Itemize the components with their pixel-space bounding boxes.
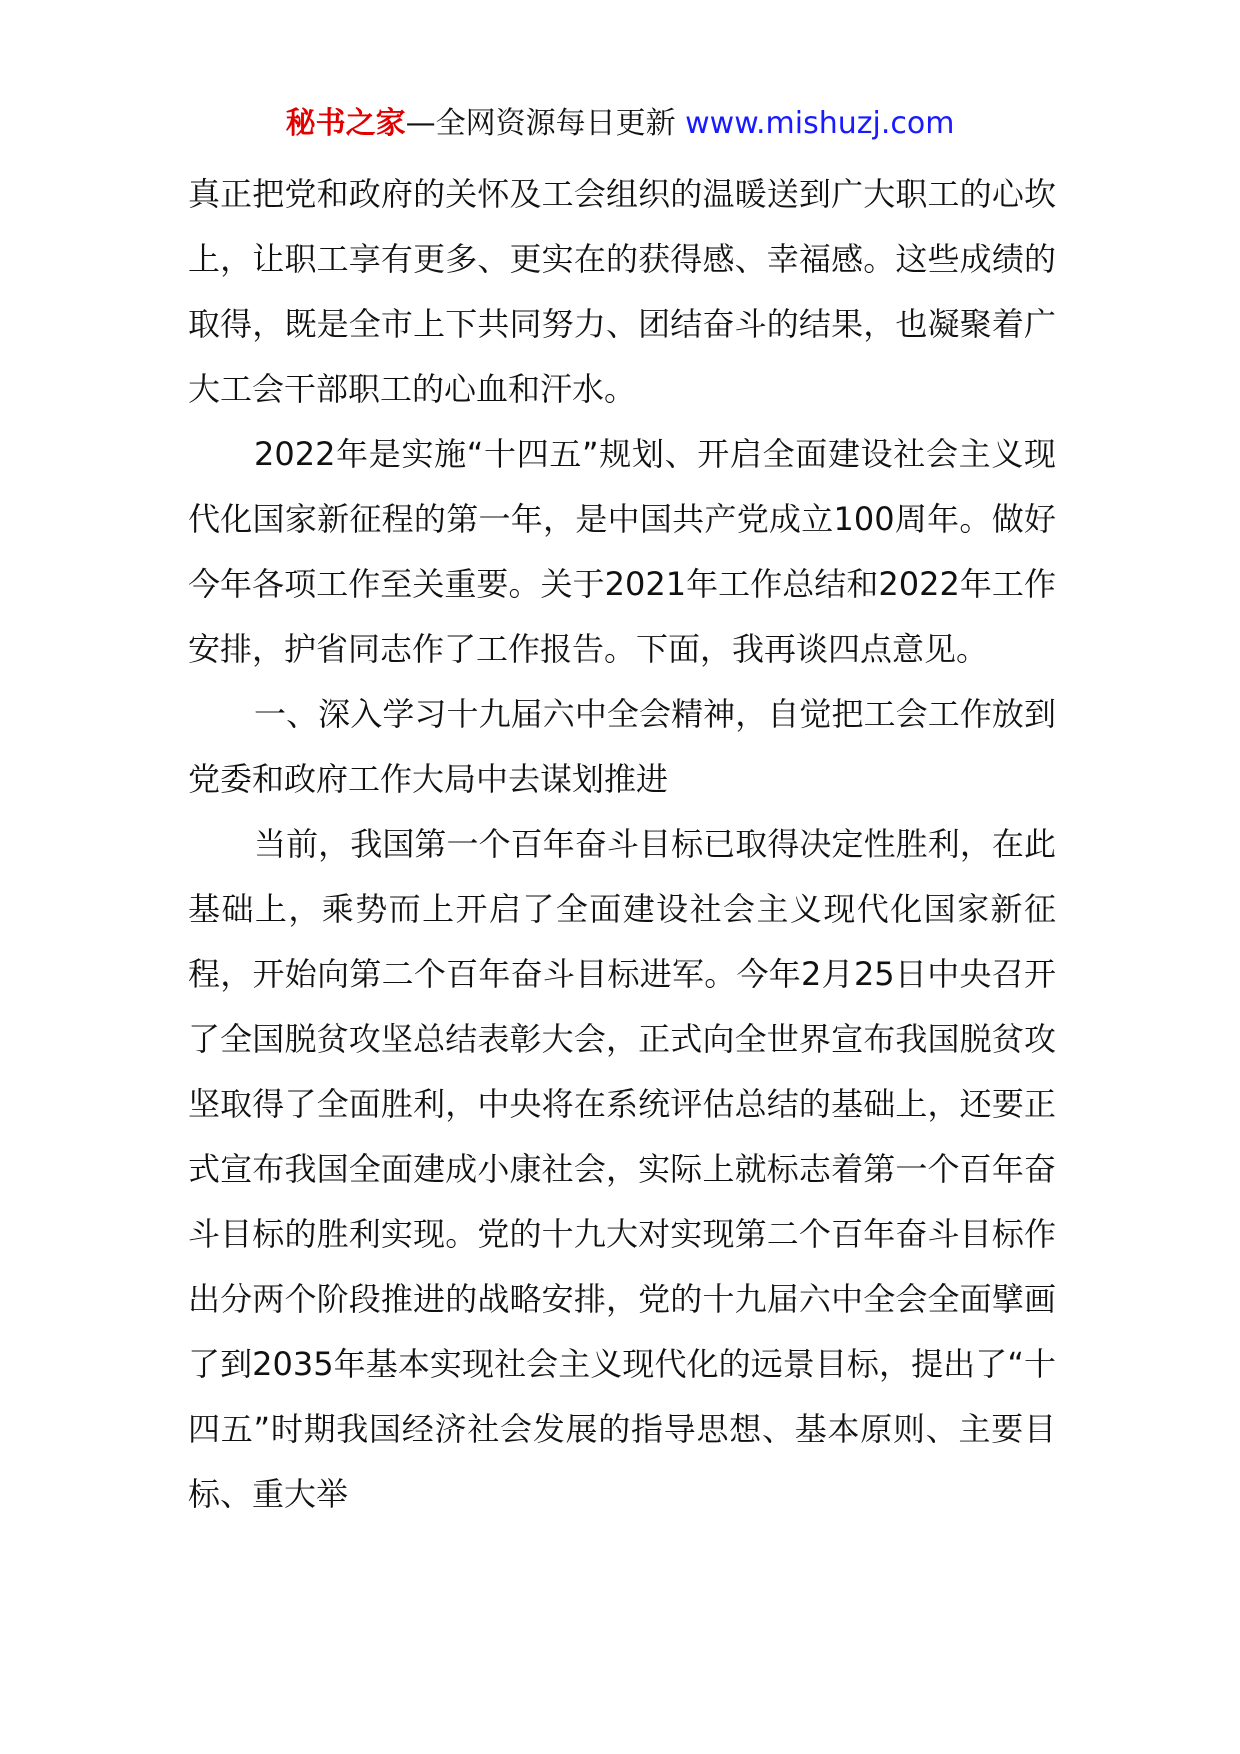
paragraph-current-situation: 当前，我国第一个百年奋斗目标已取得决定性胜利，在此基础上，乘势而上开启了全面建设社会主义现代化国家新征程，开始向第二个百年奋斗目标进军。今年2月25日中央召开了全国脱贫攻坚总结表彰大会，正式向全世界宣布我国脱贫攻坚取得了全面胜利，中央将在系统评估总结的基础上，还要正式宣布我国全面建成小康社会，实际上就标志着第一个百年奋斗目标的胜利实现。党的十九大对实现第二个百年奋斗目标作出分两个阶段推进的战略安排，党的十九届六中全会全面擘画了到2035年基本实现社会主义现代化的远景目标，提出了“十四五”时期我国经济社会发展的指导思想、基本原则、主要目标、重大举 [188,825,1056,1513]
section-heading-1: 一、深入学习十九届六中全会精神，自觉把工会工作放到党委和政府工作大局中去谋划推进 [188,695,1056,798]
paragraph-continuation: 真正把党和政府的关怀及工会组织的温暖送到广大职工的心坎上，让职工享有更多、更实在的获得感、幸福感。这些成绩的取得，既是全市上下共同努力、团结奋斗的结果，也凝聚着广大工会干部职工的心血和汗水。 [188,175,1056,408]
paragraph-2022-overview: 2022年是实施“十四五”规划、开启全面建设社会主义现代化国家新征程的第一年，是中国共产党成立100周年。做好今年各项工作至关重要。关于2021年工作总结和2022年工作安排，护省同志作了工作报告。下面，我再谈四点意见。 [188,435,1056,668]
header-tagline: —全网资源每日更新 [405,106,676,141]
page-header [0,98,1240,150]
document-body [188,162,1056,1527]
header-brand: 秘书之家 [285,106,406,141]
header-site-url[interactable]: www.mishuzj.com [685,106,955,141]
